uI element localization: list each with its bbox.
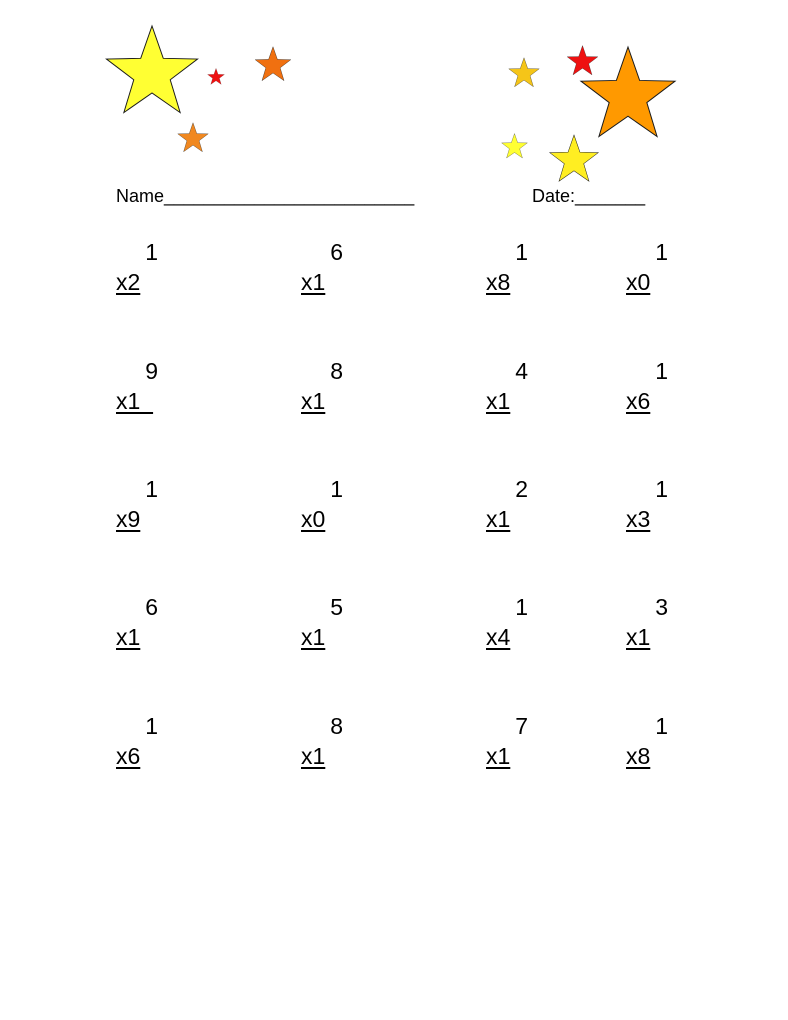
star-icon [578, 45, 678, 140]
multiplicand: 9 [145, 358, 158, 384]
multiplication-problem [116, 474, 172, 534]
multiplication-problem [301, 711, 357, 771]
multiplicand: 8 [330, 358, 343, 384]
multiplication-problem [626, 711, 682, 771]
multiplication-problem [626, 237, 682, 297]
star-icon [207, 68, 225, 85]
multiplication-problem [626, 356, 682, 416]
multiplier: x1 [301, 269, 326, 295]
multiplicand: 5 [330, 594, 343, 620]
multiplicand: 1 [145, 476, 158, 502]
multiplicand: 2 [515, 476, 528, 502]
multiplication-problem [486, 592, 542, 652]
multiplication-problem [486, 711, 542, 771]
name-field[interactable]: Name_________________________ [116, 186, 415, 206]
star-icon [104, 24, 200, 116]
multiplicand: 1 [145, 239, 158, 265]
multiplicand: 4 [515, 358, 528, 384]
star-icon [254, 46, 292, 82]
multiplier: x0 [626, 269, 651, 295]
multiplicand: 7 [515, 713, 528, 739]
multiplicand: 1 [655, 713, 668, 739]
multiplier: x1 [486, 388, 511, 414]
multiplicand: 1 [145, 713, 158, 739]
multiplication-problem [116, 356, 172, 416]
multiplier: x9 [116, 506, 141, 532]
multiplicand: 6 [330, 239, 343, 265]
multiplier: x6 [626, 388, 651, 414]
multiplicand: 6 [145, 594, 158, 620]
multiplier: x8 [626, 743, 651, 769]
multiplier: x4 [486, 624, 511, 650]
multiplication-problem [301, 592, 357, 652]
multiplicand: 8 [330, 713, 343, 739]
multiplier: x1 [301, 743, 326, 769]
multiplicand: 1 [330, 476, 343, 502]
multiplier: x1 [301, 624, 326, 650]
multiplicand: 1 [655, 476, 668, 502]
multiplicand: 1 [655, 239, 668, 265]
multiplier: x3 [626, 506, 651, 532]
star-icon [501, 133, 528, 159]
multiplier: x6 [116, 743, 141, 769]
date-field[interactable]: Date:_______ [532, 186, 646, 206]
multiplication-problem [486, 474, 542, 534]
multiplication-problem [301, 356, 357, 416]
multiplication-problem [301, 474, 357, 534]
multiplier: x0 [301, 506, 326, 532]
multiplication-problem [626, 592, 682, 652]
multiplication-problem [116, 711, 172, 771]
star-icon [548, 134, 600, 183]
multiplicand: 1 [515, 239, 528, 265]
multiplier: x2 [116, 269, 141, 295]
multiplier: x1 [626, 624, 651, 650]
multiplier: x1 [116, 624, 141, 650]
multiplier: x1 [486, 743, 511, 769]
multiplication-problem [116, 237, 172, 297]
multiplication-problem [301, 237, 357, 297]
multiplier: x1 [486, 506, 511, 532]
star-icon [177, 122, 209, 153]
star-icon [508, 57, 540, 88]
multiplicand: 1 [655, 358, 668, 384]
multiplicand: 1 [515, 594, 528, 620]
multiplication-problem [486, 237, 542, 297]
multiplication-problem [486, 356, 542, 416]
multiplication-problem [116, 592, 172, 652]
multiplier: x1 [116, 388, 154, 414]
multiplier: x1 [301, 388, 326, 414]
multiplicand: 3 [655, 594, 668, 620]
multiplication-problem [626, 474, 682, 534]
multiplier: x8 [486, 269, 511, 295]
